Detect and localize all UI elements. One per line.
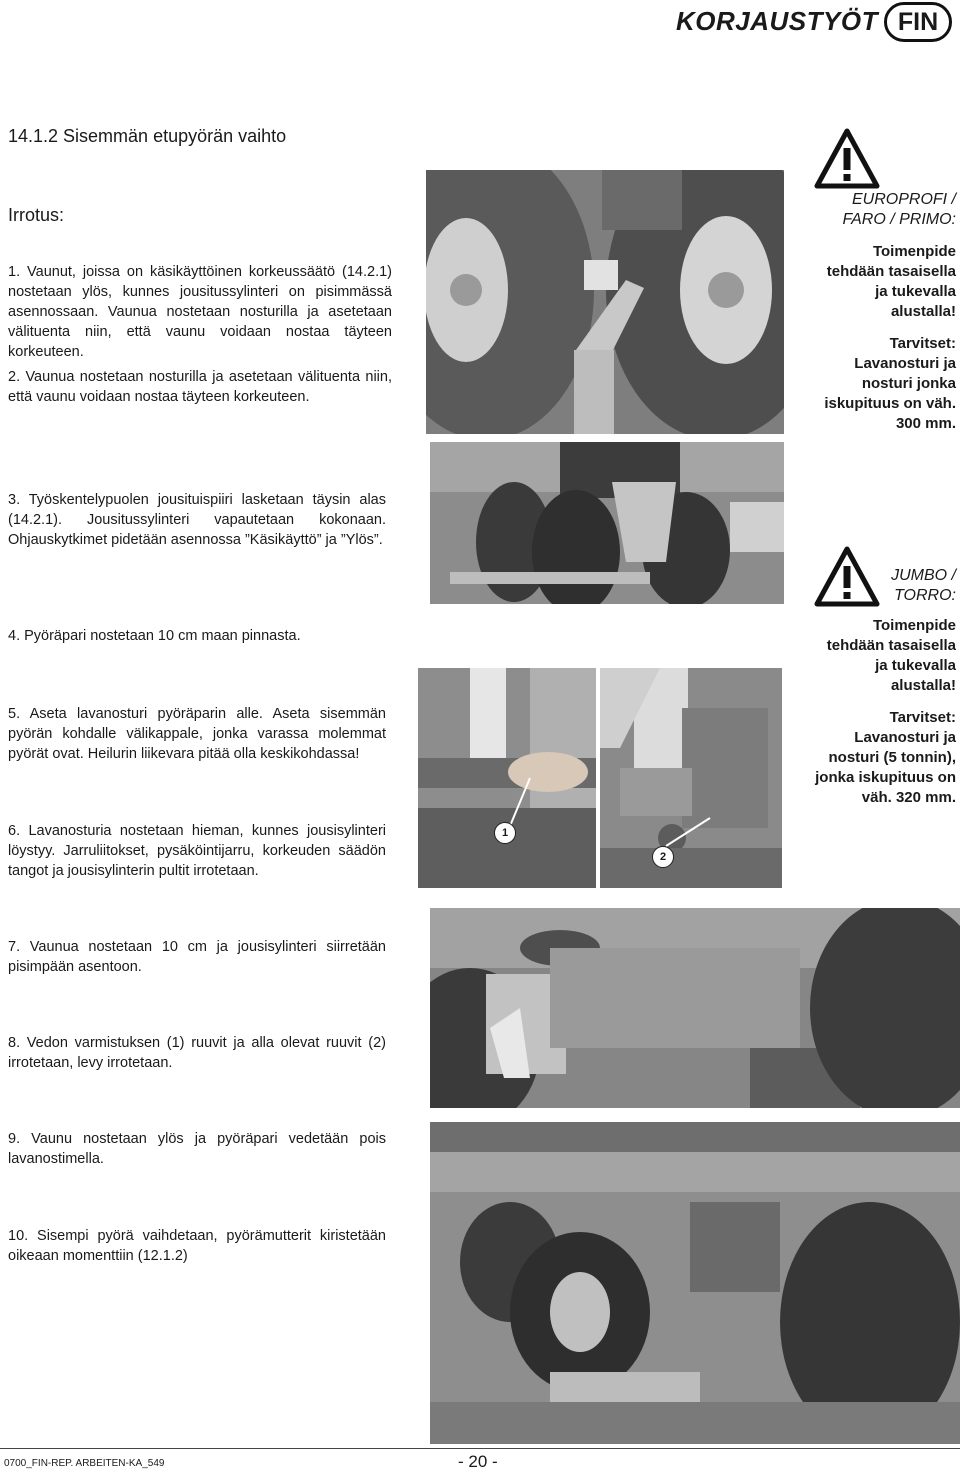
step-7: 7. Vaunua nostetaan 10 cm ja jousisylinteri siirretään pisimpään asentoon. [8, 939, 386, 975]
photo-drawbar-screws-1 [418, 668, 596, 888]
footer-page-number: - 20 - [458, 1452, 498, 1471]
callout-1: 1 [494, 822, 516, 844]
footer-document-ref: 0700_FIN-REP. ARBEITEN-KA_549 [4, 1458, 165, 1469]
step-5: 5. Aseta lavanosturi pyöräparin alle. Aseta sisemmän pyörän kohdalle välikappale, jonka varassa molemmat pyörät ovat. Heilurin liikevara pitää olla keskikohdassa! [8, 706, 386, 762]
photo-drawbar-screws-2 [600, 668, 782, 888]
subheading-removal: Irrotus: [8, 205, 65, 225]
language-badge: FIN [884, 2, 952, 42]
warning-2-text-2: Tarvitset: Lavanosturi ja nosturi (5 tonnin), jonka iskupituus on väh. 320 mm. [815, 709, 956, 806]
warning-1-text-1: Toimenpide tehdään tasaisella ja tukevalla alustalla! [826, 243, 956, 320]
warning-2-title-line1: JUMBO / [891, 567, 956, 584]
warning-1-title [800, 190, 956, 230]
section-title: 14.1.2 Sisemmän etupyörän vaihto [8, 126, 287, 146]
step-1: 1. Vaunut, joissa on käsikäyttöinen korkeussäätö (14.2.1) nostetaan ylös, kunnes jousitussylinteri on pisimmässä asennossaan. Vaunua nostetaan nosturilla ja asetetaan välituenta niin, että vaunu voidaan nostaa täyteen korkeuteen. [8, 264, 392, 360]
callout-2: 2 [652, 846, 674, 868]
photo-tandem-pallet-jack [430, 442, 784, 604]
step-3: 3. Työskentelypuolen jousituispiiri lasketaan täysin alas (14.2.1). Jousitussylinteri vapautetaan kokonaan. Ohjauskytkimet pidetään asennossa ”Käsikäyttö” ja ”Ylös”. [8, 492, 386, 548]
step-4: 4. Pyöräpari nostetaan 10 cm maan pinnasta. [8, 628, 301, 644]
warning-1-text-2: Tarvitset: Lavanosturi ja nosturi jonka iskupituus on väh. 300 mm. [824, 335, 956, 432]
step-2: 2. Vaunua nostetaan nosturilla ja asetetaan välituenta niin, että vaunu voidaan nostaa täyteen korkeuteen. [8, 369, 392, 405]
warning-2-title-line2: TORRO: [894, 587, 956, 604]
warning-triangle-icon [814, 128, 880, 190]
warning-2-text-1: Toimenpide tehdään tasaisella ja tukevalla alustalla! [826, 617, 956, 694]
photo-tires-on-jack [430, 1122, 960, 1444]
step-8: 8. Vedon varmistuksen (1) ruuvit ja alla olevat ruuvit (2) irrotetaan, levy irrotetaan. [8, 1035, 386, 1071]
footer-divider [0, 1448, 960, 1449]
step-6: 6. Lavanosturia nostetaan hieman, kunnes jousisylinteri löystyy. Jarruliitokset, pysäköintijarru, korkeuden säädön tangot ja jousisylinterin pultit irrotetaan. [8, 823, 386, 879]
photo-wheels-jack [426, 170, 784, 434]
warning-2-title [860, 566, 956, 606]
header-title: KORJAUSTYÖT [676, 6, 878, 36]
warning-1-title-line2: FARO / PRIMO: [842, 211, 956, 228]
step-10: 10. Sisempi pyörä vaihdetaan, pyörämutterit kiristetään oikeaan momenttiin (12.1.2) [8, 1228, 386, 1264]
step-9: 9. Vaunu nostetaan ylös ja pyöräpari vedetään pois lavanostimella. [8, 1131, 386, 1167]
warning-1-title-line1: EUROPROFI / [851, 191, 956, 208]
photo-spring-cylinder [430, 908, 960, 1108]
